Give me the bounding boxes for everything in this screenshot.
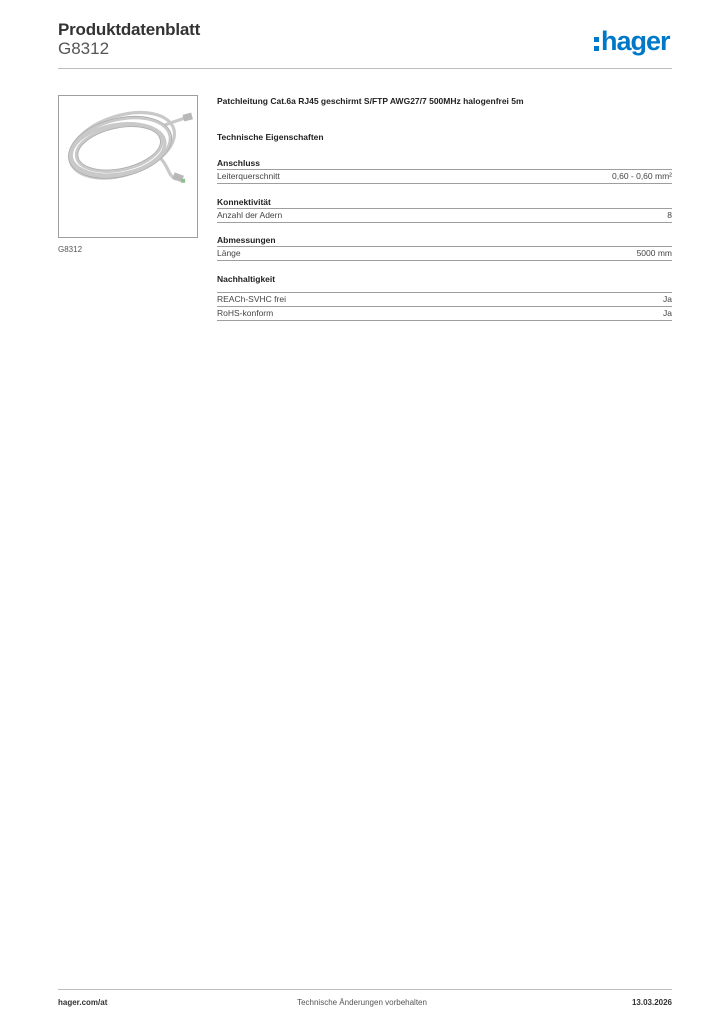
section-title: Nachhaltigkeit bbox=[217, 274, 276, 284]
property-label: Länge bbox=[217, 248, 241, 258]
property-label: RoHS-konform bbox=[217, 308, 274, 318]
section-anschluss bbox=[217, 157, 672, 184]
footer-date: 13.03.2026 bbox=[631, 998, 672, 1007]
section-title: Abmessungen bbox=[217, 234, 672, 247]
logo-text: hager bbox=[601, 26, 670, 56]
product-image bbox=[58, 95, 198, 238]
property-value: 8 bbox=[667, 210, 672, 220]
property-label: Anzahl der Adern bbox=[217, 210, 283, 220]
section-abmessungen bbox=[217, 234, 672, 261]
property-row bbox=[217, 209, 672, 223]
property-label: REACh-SVHC frei bbox=[217, 294, 286, 304]
property-value: 0,60 - 0,60 mm² bbox=[612, 171, 672, 181]
section-nachhaltigkeit bbox=[217, 273, 672, 321]
tech-properties-title: Technische Eigenschaften bbox=[217, 132, 324, 142]
property-row bbox=[217, 293, 672, 307]
logo-colon-icon bbox=[594, 32, 599, 54]
page-title: Produktdatenblatt bbox=[58, 20, 201, 39]
section-konnektivitaet bbox=[217, 196, 672, 223]
section-title: Anschluss bbox=[217, 157, 672, 170]
property-row bbox=[217, 170, 672, 184]
property-value: Ja bbox=[663, 294, 672, 304]
property-label: Leiterquerschnitt bbox=[217, 171, 280, 181]
property-row bbox=[217, 307, 672, 321]
property-row bbox=[217, 247, 672, 261]
section-title: Konnektivität bbox=[217, 196, 672, 209]
property-value: Ja bbox=[663, 308, 672, 318]
footer-website: hager.com/at bbox=[58, 998, 108, 1007]
header-divider bbox=[58, 68, 672, 69]
footer-divider bbox=[58, 989, 672, 990]
property-value: 5000 mm bbox=[636, 248, 672, 258]
footer-notice: Technische Änderungen vorbehalten bbox=[297, 998, 427, 1007]
product-details bbox=[217, 95, 672, 321]
product-description: Patchleitung Cat.6a RJ45 geschirmt S/FTP AWG27/7 500MHz halogenfrei 5m bbox=[217, 96, 524, 106]
hager-logo bbox=[594, 26, 670, 56]
cable-image-icon bbox=[59, 96, 197, 237]
image-caption: G8312 bbox=[58, 245, 83, 254]
product-number: G8312 bbox=[58, 39, 110, 58]
